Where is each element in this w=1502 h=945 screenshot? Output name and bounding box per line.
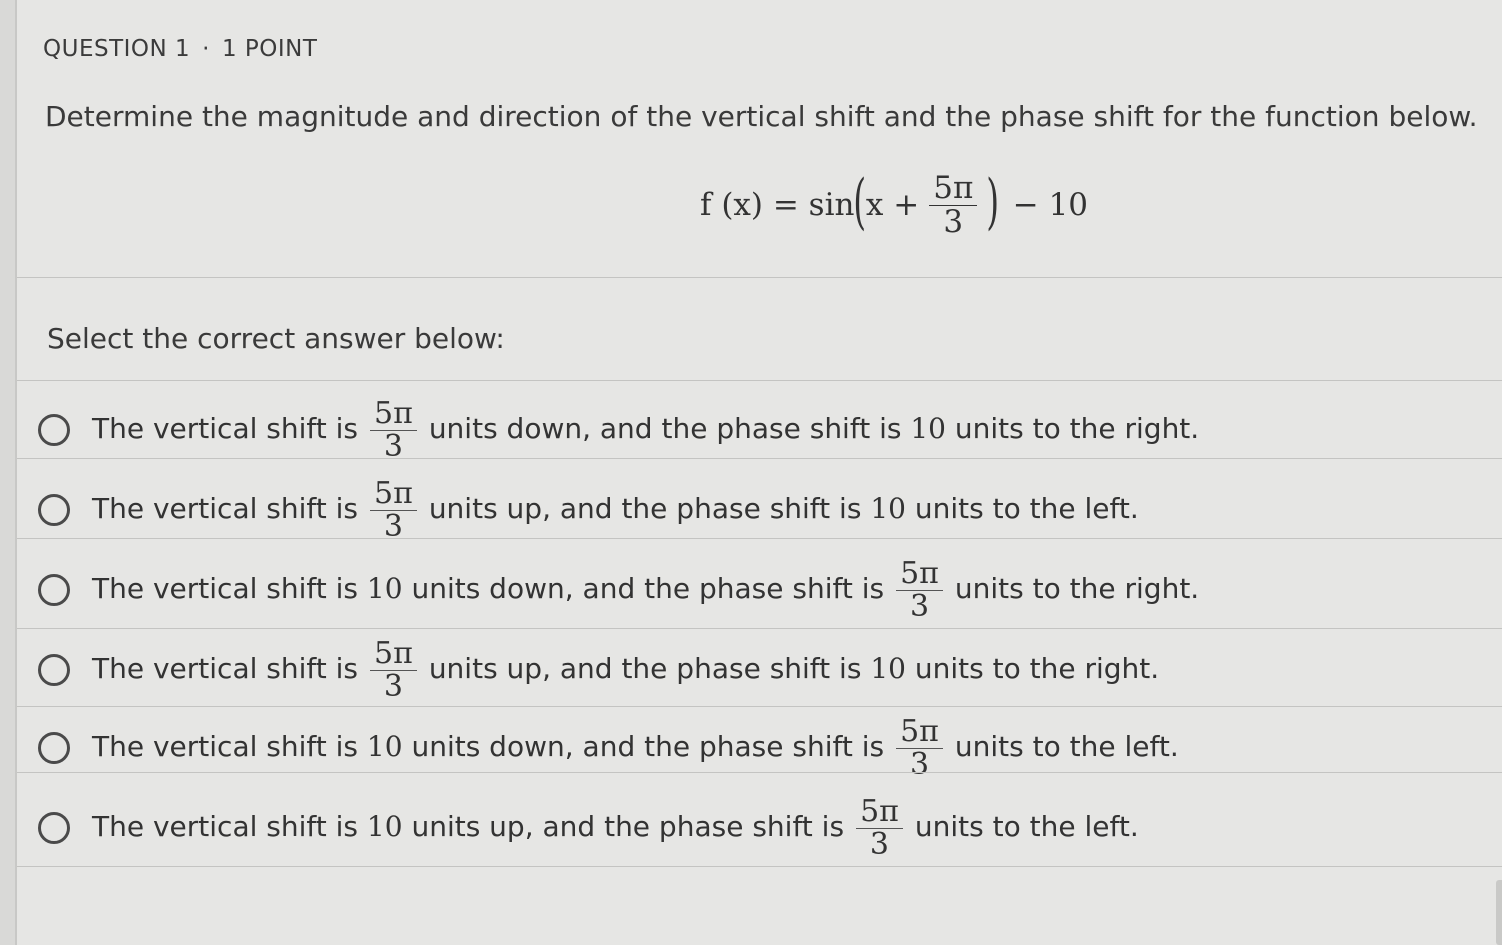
option-text-middle: units down, and the phase shift is [402, 730, 885, 763]
answer-option-4[interactable] [38, 630, 1159, 710]
option-text-suffix: units to the left. [954, 730, 1179, 763]
divider [17, 277, 1502, 278]
option-number: 10 [870, 652, 906, 685]
question-header [43, 36, 317, 62]
option-fraction [896, 716, 943, 780]
divider [17, 458, 1502, 459]
option-text [92, 398, 1199, 462]
fraction-numerator: 5π [900, 714, 939, 749]
option-number: 10 [870, 492, 906, 525]
option-text-suffix: units down, and the phase shift is [428, 412, 911, 445]
option-text-prefix: The vertical shift is [92, 492, 358, 525]
option-number: 10 [366, 810, 403, 843]
option-fraction [856, 796, 903, 860]
option-text [92, 558, 1199, 622]
divider [17, 538, 1502, 539]
fraction-numerator: 5π [900, 556, 939, 591]
option-text-suffix: units up, and the phase shift is [428, 492, 871, 525]
option-text-suffix: units to the right. [954, 572, 1200, 605]
fraction-denominator: 3 [909, 746, 930, 782]
fraction-numerator: 5π [860, 794, 899, 829]
header-separator: · [202, 36, 210, 62]
option-text-prefix: The vertical shift is [92, 730, 367, 763]
option-text-middle: units down, and the phase shift is [402, 572, 885, 605]
option-text [92, 478, 1139, 542]
radio-button[interactable] [38, 494, 70, 526]
radio-button[interactable] [38, 654, 70, 686]
function-equation [700, 160, 1088, 250]
fraction-numerator: 5π [374, 396, 413, 431]
fraction-denominator: 3 [383, 668, 403, 704]
equation-frac-numerator: 5π [933, 169, 974, 206]
answer-option-6[interactable] [38, 788, 1139, 868]
option-text [92, 796, 1139, 860]
option-number: 10 [366, 730, 403, 763]
equation-lhs: f (x) = sin [700, 187, 855, 223]
option-fraction [370, 478, 417, 542]
divider [17, 380, 1502, 381]
option-text-middle: units up, and the phase shift is [402, 810, 845, 843]
option-text-suffix: units up, and the phase shift is [428, 652, 871, 685]
question-points: 1 POINT [221, 36, 318, 62]
answer-option-5[interactable] [38, 708, 1179, 788]
divider [17, 628, 1502, 629]
equation-inner-var: x + [865, 187, 920, 223]
option-number: 10 [366, 572, 403, 605]
equation-frac-denominator: 3 [943, 203, 964, 240]
option-number: 10 [910, 412, 946, 445]
option-text-end: units to the left. [905, 492, 1139, 525]
option-text-prefix: The vertical shift is [92, 572, 367, 605]
option-fraction [370, 398, 417, 462]
option-fraction [370, 638, 417, 702]
divider [17, 866, 1502, 867]
radio-button[interactable] [38, 812, 70, 844]
fraction-denominator: 3 [909, 588, 930, 624]
fraction-denominator: 3 [383, 508, 403, 544]
radio-button[interactable] [38, 574, 70, 606]
question-number: QUESTION 1 [43, 36, 191, 62]
option-text-end: units to the right. [905, 652, 1160, 685]
fraction-denominator: 3 [383, 428, 403, 464]
option-text [92, 716, 1179, 780]
radio-button[interactable] [38, 732, 70, 764]
divider [17, 706, 1502, 707]
equation-tail: − 10 [1012, 187, 1089, 223]
radio-button[interactable] [38, 414, 70, 446]
divider [17, 772, 1502, 773]
option-text-suffix: units to the left. [914, 810, 1139, 843]
option-text-prefix: The vertical shift is [92, 412, 358, 445]
question-prompt: Determine the magnitude and direction of the vertical shift and the phase shift for the function below. [45, 100, 1478, 133]
option-fraction [896, 558, 943, 622]
select-answer-label: Select the correct answer below: [47, 322, 505, 355]
fraction-numerator: 5π [374, 636, 413, 671]
equation-fraction [929, 169, 977, 240]
option-text-prefix: The vertical shift is [92, 810, 367, 843]
option-text-prefix: The vertical shift is [92, 652, 358, 685]
equation-open-paren: ( [853, 167, 867, 237]
scroll-edge-handle[interactable] [1496, 880, 1502, 945]
fraction-numerator: 5π [374, 476, 413, 511]
fraction-denominator: 3 [869, 826, 890, 862]
answer-option-3[interactable] [38, 550, 1199, 630]
option-text [92, 638, 1159, 702]
option-text-end: units to the right. [946, 412, 1200, 445]
equation-close-paren: ) [986, 167, 1000, 237]
